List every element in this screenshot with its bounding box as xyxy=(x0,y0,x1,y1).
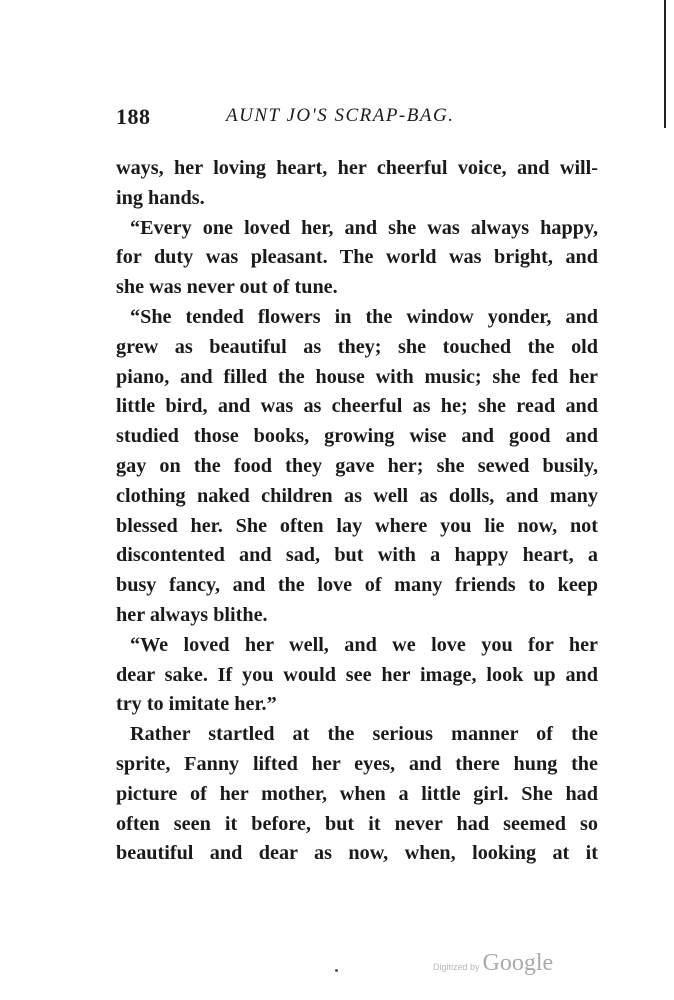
digitized-label: Digitized by xyxy=(433,962,480,972)
text-line: she was never out of tune. xyxy=(116,276,338,299)
text-line: sprite, Fanny lifted her eyes, and there hung the xyxy=(116,752,598,775)
digitization-watermark xyxy=(433,950,553,977)
text-line: busy fancy, and the love of many friends to keep xyxy=(116,574,598,597)
text-line: beautiful and dear as now, when, looking at it xyxy=(116,842,598,865)
text-line: discontented and sad, but with a happy heart, a xyxy=(116,544,598,567)
text-line: often seen it before, but it never had seemed so xyxy=(116,812,598,835)
text-line: picture of her mother, when a little girl. She had xyxy=(116,782,598,805)
page-number: 188 xyxy=(116,104,151,129)
text-line: “She tended flowers in the window yonder, and xyxy=(130,305,598,328)
text-line: blessed her. She often lay where you lie now, not xyxy=(116,514,598,537)
text-line: “We loved her well, and we love you for her xyxy=(130,633,598,656)
text-line: dear sake. If you would see her image, look up and xyxy=(116,663,598,686)
text-line: little bird, and was as cheerful as he; she read and xyxy=(116,395,598,418)
text-line: clothing naked children as well as dolls, and many xyxy=(116,484,598,507)
text-line: piano, and filled the house with music; she fed her xyxy=(116,365,598,388)
page-speck xyxy=(335,969,338,972)
text-line: gay on the food they gave her; she sewed busily, xyxy=(116,454,598,477)
text-line: studied those books, growing wise and good and xyxy=(116,425,598,448)
text-line: grew as beautiful as they; she touched the old xyxy=(116,335,598,358)
page-header xyxy=(116,104,598,134)
running-head: AUNT JO'S SCRAP-BAG. xyxy=(226,105,455,126)
text-line: try to imitate her.” xyxy=(116,693,277,716)
text-line: “Every one loved her, and she was always happy, xyxy=(130,216,598,239)
body-text xyxy=(116,154,598,869)
text-line: ways, her loving heart, her cheerful voice, and will- xyxy=(116,157,598,179)
page-edge-line xyxy=(664,0,666,128)
google-logo-text: Google xyxy=(482,950,554,976)
text-line: Rather startled at the serious manner of the xyxy=(130,723,598,746)
text-line: ing hands. xyxy=(116,186,205,209)
text-line: her always blithe. xyxy=(116,603,268,626)
text-line: for duty was pleasant. The world was bright, and xyxy=(116,246,598,269)
